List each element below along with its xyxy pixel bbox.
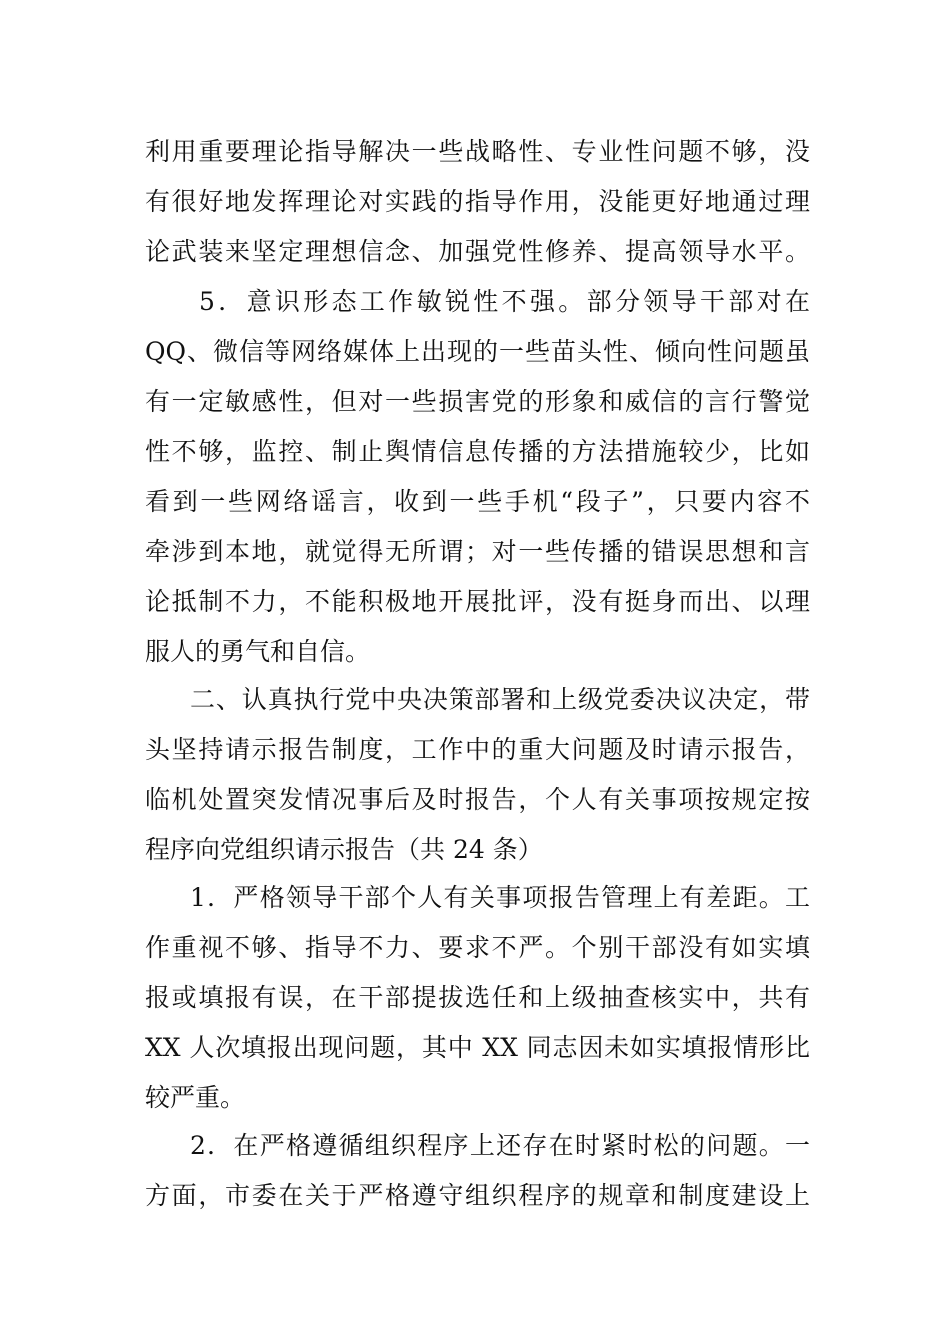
text-line: 论抵制不力，不能积极地开展批评，没有挺身而出、以理 — [145, 587, 810, 616]
text-line: 1．严格领导干部个人有关事项报告管理上有差距。工 — [190, 883, 810, 912]
text-line: 看到一些网络谣言，收到一些手机“段子”，只要内容不 — [145, 487, 810, 516]
text-line: QQ、微信等网络媒体上出现的一些苗头性、倾向性问题虽 — [145, 337, 810, 366]
section-heading-line: 临机处置突发情况事后及时报告，个人有关事项按规定按 — [145, 785, 810, 814]
section-heading-line: 头坚持请示报告制度，工作中的重大问题及时请示报告， — [145, 735, 810, 764]
text-line: 有很好地发挥理论对实践的指导作用，没能更好地通过理 — [145, 187, 810, 216]
text-line: 5．意识形态工作敏锐性不强。部分领导干部对在 — [199, 287, 810, 316]
text-line: 报或填报有误，在干部提拔选任和上级抽查核实中，共有 — [145, 983, 810, 1012]
text-line: 较严重。 — [145, 1083, 246, 1112]
section-heading-line: 程序向党组织请示报告（共 24 条） — [145, 835, 543, 864]
text-line: 利用重要理论指导解决一些战略性、专业性问题不够，没 — [145, 137, 810, 166]
text-line: 论武装来坚定理想信念、加强党性修养、提高领导水平。 — [145, 237, 810, 266]
text-line: 有一定敏感性，但对一些损害党的形象和威信的言行警觉 — [145, 387, 810, 416]
text-line: 2．在严格遵循组织程序上还存在时紧时松的问题。一 — [190, 1131, 810, 1160]
text-line: 牵涉到本地，就觉得无所谓；对一些传播的错误思想和言 — [145, 537, 810, 566]
text-line: 性不够，监控、制止舆情信息传播的方法措施较少，比如 — [145, 437, 810, 466]
section-heading-line: 二、认真执行党中央决策部署和上级党委决议决定，带 — [190, 685, 810, 714]
text-line: XX 人次填报出现问题，其中 XX 同志因未如实填报情形比 — [145, 1033, 810, 1062]
text-line: 方面，市委在关于严格遵守组织程序的规章和制度建设上 — [145, 1181, 810, 1210]
text-line: 服人的勇气和自信。 — [145, 637, 371, 666]
text-line: 作重视不够、指导不力、要求不严。个别干部没有如实填 — [145, 933, 810, 962]
